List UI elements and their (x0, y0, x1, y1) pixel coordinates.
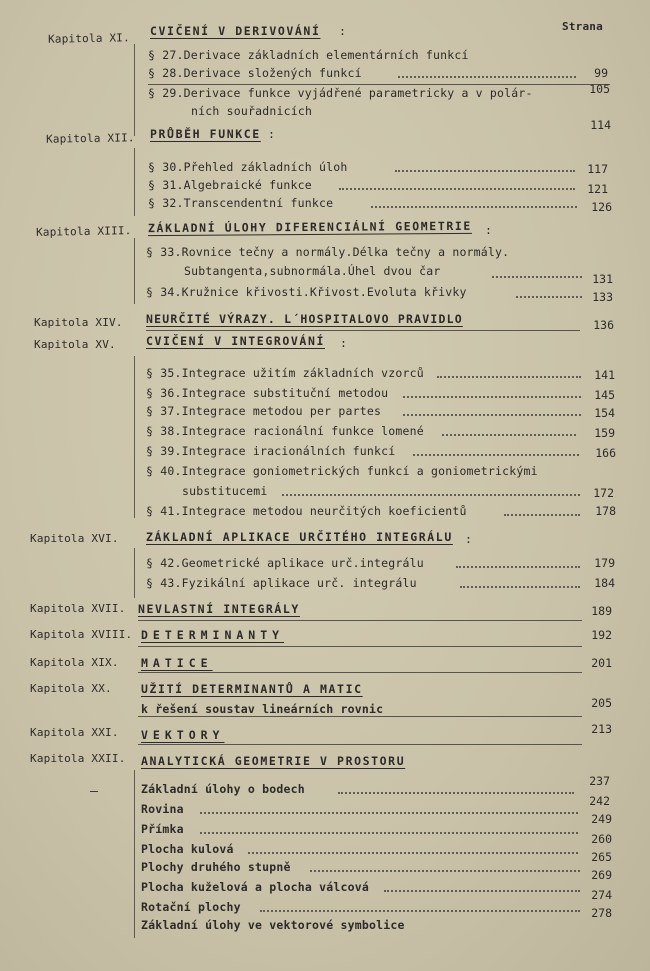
dot-leader (504, 514, 580, 516)
page-number: 117 (587, 162, 608, 176)
chapter-underline (146, 330, 580, 331)
page-number: 265 (591, 850, 612, 864)
dot-leader (492, 276, 582, 278)
section-bracket-line (134, 548, 135, 598)
chapter-title: PRŮBĚH FUNKCE (150, 127, 261, 141)
section-entry: § 27.Derivace základních elementárních funkcí (148, 48, 469, 62)
dot-leader (248, 852, 578, 854)
chapter-underline (138, 620, 582, 621)
chapter-label: Kapitola XV. (34, 338, 116, 351)
page-number: 178 (595, 504, 616, 518)
strana-header: Strana (562, 20, 603, 33)
section-entry: § 31.Algebraické funkce (148, 178, 312, 192)
dot-leader (442, 434, 576, 436)
subsection-entry: Základní úlohy o bodech (141, 782, 305, 796)
section-entry: § 35.Integrace užitím základních vzorců (146, 366, 424, 380)
chapter-title: CVIČENÍ V DERIVOVÁNÍ (150, 24, 321, 38)
page-number: 184 (594, 576, 615, 590)
subsection-entry: Plochy druhého stupně (141, 860, 291, 874)
page-number: 278 (591, 906, 612, 920)
chapter-label: Kapitola XIX. (30, 656, 119, 669)
page-number: 159 (594, 426, 615, 440)
section-bracket-line (134, 770, 135, 938)
page-number: 172 (593, 486, 614, 500)
section-entry: § 40.Integrace goniometrických funkcí a goniometrickými (146, 464, 538, 478)
chapter-title: CVIČENÍ V INTEGROVÁNÍ (146, 334, 325, 348)
chapter-title: UŽITÍ DETERMINANTŮ A MATIC (141, 682, 363, 696)
section-entry: § 39.Integrace iracionálních funkcí (146, 444, 396, 458)
page-number: 133 (592, 290, 613, 304)
chapter-title: ZÁKLADNÍ APLIKACE URČITÉHO INTEGRÁLU (146, 530, 453, 544)
dot-leader (460, 586, 580, 588)
page-number: 179 (594, 556, 615, 570)
section-bracket-line (134, 356, 135, 518)
chapter-underline (138, 646, 582, 647)
dot-leader (398, 76, 576, 78)
section-entry: § 36.Integrace substituční metodou (146, 386, 389, 400)
chapter-title: ZÁKLADNÍ ÚLOHY DIFERENCIÁLNÍ GEOMETRIE (147, 218, 472, 236)
dot-leader (456, 566, 580, 568)
dot-leader (437, 376, 581, 378)
page-number: 114 (590, 118, 611, 132)
section-entry-continued: ních souřadnicích (191, 104, 313, 118)
section-entry: § 30.Přehled základních úloh (148, 160, 348, 174)
section-entry: § 34.Kružnice křivosti.Křivost.Evoluta křivky (146, 285, 467, 299)
page-number: 269 (591, 868, 612, 882)
dot-leader (200, 832, 578, 834)
chapter-label: Kapitola XVII. (30, 602, 126, 615)
section-bracket-line (134, 44, 135, 136)
chapter-label: Kapitola XXII. (30, 752, 126, 765)
chapter-label: Kapitola XIII. (35, 224, 132, 239)
dot-leader (200, 812, 578, 814)
dot-leader (339, 188, 575, 190)
chapter-underline (138, 744, 582, 745)
page-number: 205 (591, 696, 612, 710)
page-number: 192 (591, 628, 612, 642)
subsection-entry: Plocha kulová (141, 842, 234, 856)
page-number: 154 (594, 406, 615, 420)
dot-leader (260, 910, 580, 912)
page-number: 145 (594, 388, 615, 402)
chapter-title: NEURČITÉ VÝRAZY. L´HOSPITALOVO PRAVIDLO (146, 312, 463, 326)
dot-leader (384, 890, 580, 892)
page-number: 213 (591, 722, 612, 736)
section-entry: § 42.Geometrické aplikace urč.integrálu (146, 556, 424, 570)
page-number: 131 (592, 272, 613, 286)
dot-leader (413, 454, 579, 456)
chapter-label: Kapitola XII. (45, 131, 135, 146)
chapter-title: DETERMINANTY (141, 628, 285, 642)
dot-leader (403, 396, 581, 398)
section-bracket-line (134, 148, 135, 216)
page-number: 126 (591, 200, 612, 214)
section-entry: § 43.Fyzikální aplikace urč. integrálu (146, 576, 417, 590)
page-number: 136 (593, 318, 614, 332)
chapter-title: NEVLASTNÍ INTEGRÁLY (138, 602, 300, 616)
chapter-label: Kapitola XVIII. (30, 628, 133, 641)
section-entry: § 28.Derivace složených funkcí (148, 66, 362, 80)
page-number: 260 (591, 832, 612, 846)
chapter-subtitle: k řešení soustav lineárních rovnic (141, 702, 384, 716)
page-number: 99 (594, 66, 608, 80)
section-entry-continued: substitucemi (182, 484, 268, 498)
chapter-label: Kapitola XI. (47, 31, 130, 46)
dot-leader (282, 494, 580, 496)
dot-leader (371, 206, 577, 208)
subsection-entry: Rovina (141, 802, 184, 816)
dot-leader (338, 792, 574, 794)
chapter-title: VEKTORY (141, 728, 225, 742)
dot-leader (310, 870, 580, 872)
chapter-label: Kapitola XXI. (30, 726, 119, 739)
section-entry: § 33.Rovnice tečny a normály.Délka tečny a normály. (146, 245, 510, 259)
dot-leader (395, 170, 575, 172)
page-number: 141 (594, 368, 615, 382)
chapter-label: Kapitola XX. (30, 682, 112, 695)
page-number: 166 (595, 446, 616, 460)
page-number: 249 (591, 812, 612, 826)
page-number: 274 (591, 888, 612, 902)
section-entry: § 29.Derivace funkce vyjádřené parametricky a v polár- (148, 86, 533, 100)
chapter-underline (138, 716, 582, 717)
chapter-colon: : (268, 127, 276, 141)
subsection-entry: Plocha kuželová a plocha válcová (141, 880, 369, 894)
page-number: 237 (589, 774, 610, 788)
section-entry: § 37.Integrace metodou per partes (146, 404, 382, 418)
page-number: 201 (591, 656, 612, 670)
chapter-label: Kapitola XVI. (30, 532, 119, 545)
page-number: 105 (589, 82, 610, 96)
chapter-colon: : (340, 336, 348, 350)
section-entry-continued: Subtangenta,subnormála.Úhel dvou čar (184, 264, 441, 278)
page-number: 189 (591, 604, 612, 618)
page-number: 121 (587, 182, 608, 196)
section-bracket-line (134, 238, 135, 304)
chapter-colon: : (485, 223, 493, 237)
section-underline (148, 84, 610, 85)
section-entry: § 32.Transcendentní funkce (148, 196, 334, 210)
chapter-colon: : (465, 532, 473, 546)
chapter-label: Kapitola XIV. (34, 316, 123, 329)
chapter-title: MATICE (141, 656, 213, 670)
subsection-entry: Přímka (141, 822, 184, 836)
chapter-underline (138, 672, 582, 673)
subsection-entry: Základní úlohy ve vektorové symbolice (141, 918, 405, 932)
dash-mark (90, 791, 98, 792)
chapter-title: ANALYTICKÁ GEOMETRIE V PROSTORU (141, 754, 406, 768)
subsection-entry: Rotační plochy (141, 900, 241, 914)
section-entry: § 41.Integrace metodou neurčitých koeficientů (146, 504, 467, 518)
section-entry: § 38.Integrace racionální funkce lomené (146, 424, 424, 438)
dot-leader (403, 414, 581, 416)
page-number: 242 (589, 794, 610, 808)
chapter-colon: : (339, 24, 347, 38)
